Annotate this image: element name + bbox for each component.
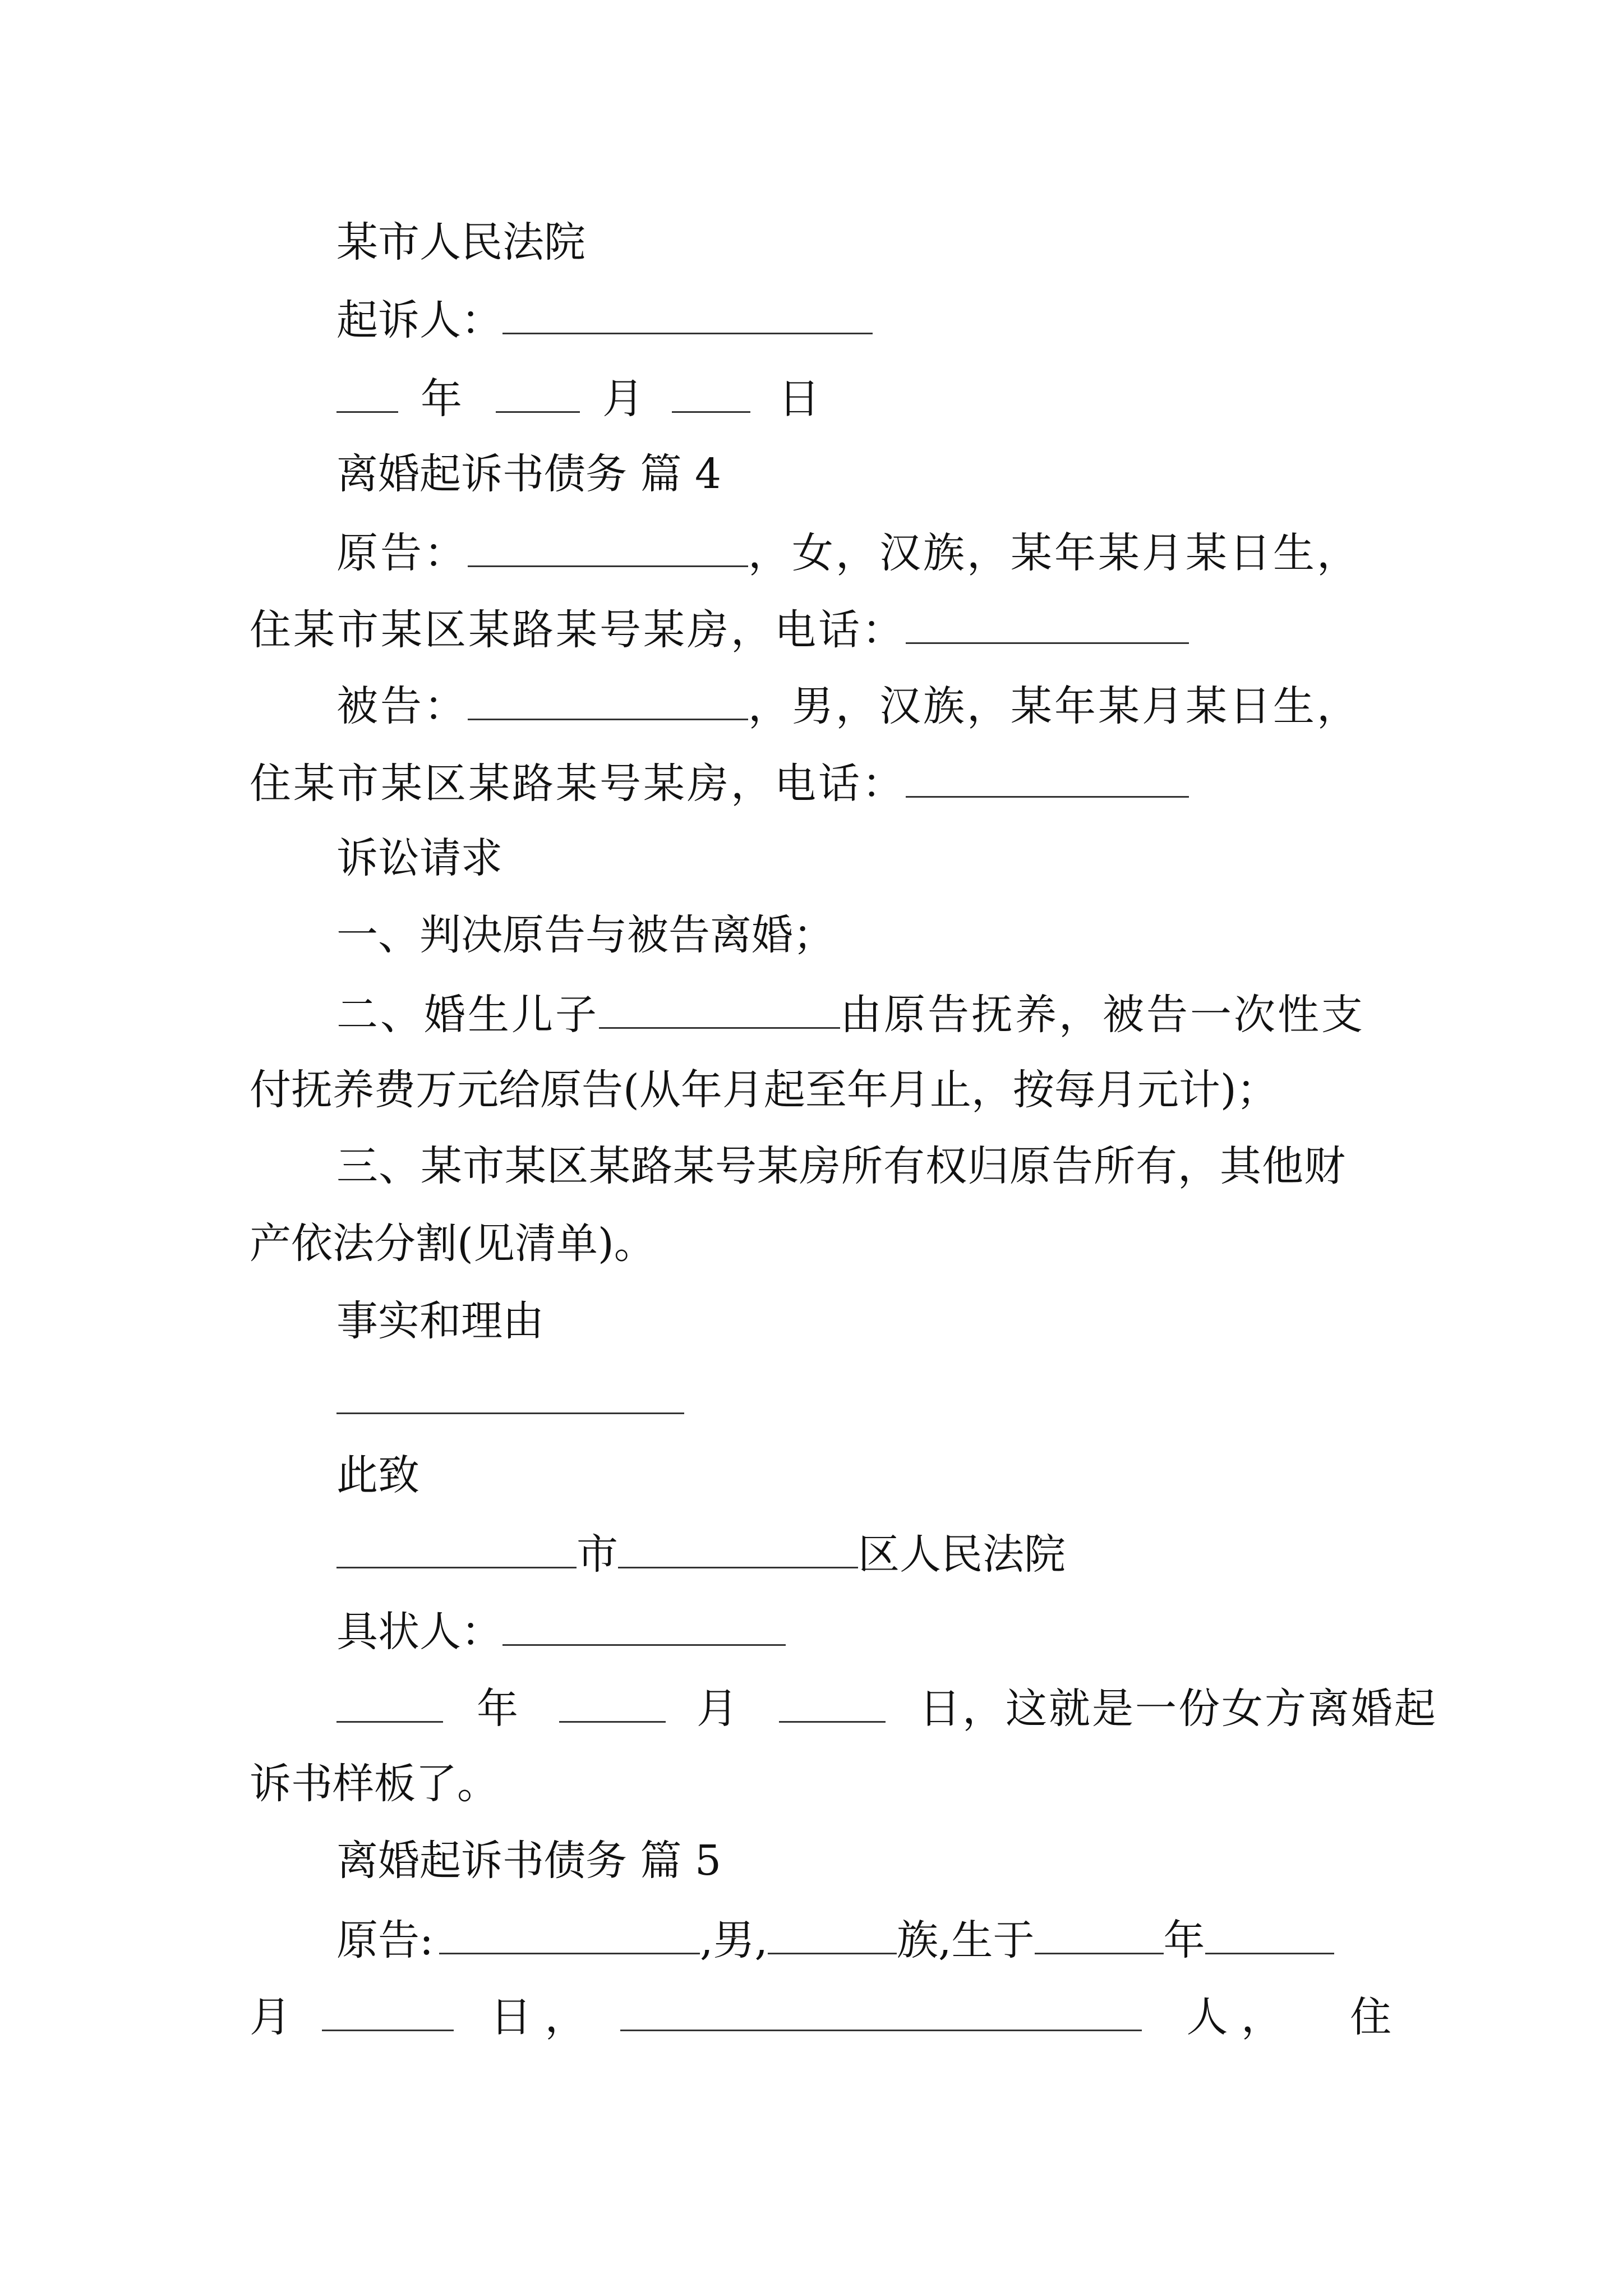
year-blank xyxy=(336,376,398,413)
son-name-blank xyxy=(599,992,840,1029)
p5-live-label: 住 xyxy=(1350,1993,1392,2041)
facts-heading-text: 事实和理由 xyxy=(336,1297,544,1345)
section-heading-4 xyxy=(336,450,722,498)
p5-name-blank xyxy=(439,1917,700,1954)
plaintiff-label: 原告： xyxy=(336,528,468,577)
p5-gender: ,男, xyxy=(699,1916,768,1964)
signer-line xyxy=(336,1607,786,1656)
day-blank xyxy=(672,376,750,413)
plaintiff-signature-line xyxy=(336,296,873,344)
city-label: 市 xyxy=(577,1530,618,1579)
plaintiff-address: 住某市某区某路某号某房，电话： xyxy=(250,605,906,654)
court-signature-line xyxy=(336,218,585,266)
sample-tail-text: 诉书样板了。 xyxy=(250,1760,499,1808)
date-line-2 xyxy=(336,1684,1437,1733)
p5-day-label: 日 ， xyxy=(490,1993,587,2041)
plaintiff-name-blank xyxy=(468,530,748,567)
section-heading-5 xyxy=(336,1837,722,1885)
defendant-phone-blank xyxy=(906,761,1189,798)
month-label-2: 月 xyxy=(697,1684,740,1733)
cizhi-text: 此致 xyxy=(336,1451,419,1499)
month-blank xyxy=(496,376,580,413)
court-address-line xyxy=(336,1530,1066,1579)
p5-year-blank xyxy=(1035,1917,1164,1954)
p4-plaintiff-line xyxy=(336,528,1361,577)
date-line-1 xyxy=(336,374,820,423)
defendant-name-blank xyxy=(468,683,748,720)
claim-3-line-a xyxy=(336,1142,1346,1190)
district-court-label: 区人民法院 xyxy=(858,1530,1066,1579)
sample-tail-line xyxy=(250,1760,499,1808)
p5-ethnic-label: 族,生于 xyxy=(896,1916,1035,1964)
p5-origin-blank xyxy=(620,1994,1142,2031)
p4-defendant-addr-line xyxy=(250,759,1189,808)
heading-5-text: 离婚起诉书债务 篇 5 xyxy=(336,1837,722,1885)
defendant-label: 被告： xyxy=(336,682,468,730)
claims-heading xyxy=(336,834,502,882)
claim-3-text-b: 产依法分割(见清单)。 xyxy=(250,1220,656,1268)
month-label: 月 xyxy=(602,374,644,423)
claim-2-line-b xyxy=(250,1066,1278,1114)
claim-1 xyxy=(336,911,834,959)
day-label: 日 xyxy=(778,374,820,423)
p4-defendant-line xyxy=(336,682,1361,730)
claim-2-text-c: 付抚养费万元给原告(从年月起至年月止，按每月元计)； xyxy=(250,1066,1278,1114)
year-label-2: 年 xyxy=(477,1684,520,1733)
year-label: 年 xyxy=(421,374,462,423)
p5-second-line xyxy=(250,1993,1392,2041)
facts-blank xyxy=(336,1377,684,1414)
city-blank xyxy=(336,1531,577,1568)
day-blank-2 xyxy=(779,1686,886,1723)
cizhi-line xyxy=(336,1451,419,1499)
court-name: 某市人民法院 xyxy=(336,218,585,266)
defendant-info: ，男，汉族，某年某月某日生， xyxy=(748,682,1361,730)
month-blank-2 xyxy=(559,1686,666,1723)
claim-1-text: 一、判决原告与被告离婚； xyxy=(336,911,834,959)
defendant-address: 住某市某区某路某号某房，电话： xyxy=(250,759,906,808)
p5-year-label: 年 xyxy=(1163,1916,1205,1964)
claim-2-text-a: 二、婚生儿子 xyxy=(336,990,599,1039)
heading-4-text: 离婚起诉书债务 篇 4 xyxy=(336,450,722,498)
signer-label: 具状人： xyxy=(336,1607,502,1656)
facts-heading xyxy=(336,1297,544,1345)
p5-month-blank xyxy=(1205,1917,1334,1954)
p5-month-label: 月 xyxy=(250,1993,291,2041)
signer-blank xyxy=(502,1609,786,1646)
claim-3-line-b xyxy=(250,1220,656,1268)
district-blank xyxy=(618,1531,858,1568)
claims-heading-text: 诉讼请求 xyxy=(336,834,502,882)
p5-person-label: 人 ， xyxy=(1186,1993,1283,2041)
plaintiff-info: ，女，汉族，某年某月某日生， xyxy=(748,528,1361,577)
plaintiff-sign-label: 起诉人： xyxy=(336,296,502,344)
p5-plaintiff-label: 原告: xyxy=(336,1916,434,1964)
plaintiff-phone-blank xyxy=(906,607,1189,644)
year-blank-2 xyxy=(336,1686,443,1723)
signature-blank xyxy=(502,297,873,334)
claim-2-text-b: 由原告抚养，被告一次性支 xyxy=(840,990,1365,1039)
p5-ethnic-blank xyxy=(768,1917,897,1954)
day-tail-text: 日，这就是一份女方离婚起 xyxy=(919,1684,1437,1733)
p5-day-blank xyxy=(322,1994,454,2031)
p4-plaintiff-addr-line xyxy=(250,605,1189,654)
claim-3-text-a: 三、某市某区某路某号某房所有权归原告所有，其他财 xyxy=(336,1142,1346,1190)
claim-2-line-a xyxy=(336,990,1365,1039)
facts-blank-line xyxy=(336,1377,684,1421)
p5-plaintiff-line xyxy=(336,1916,1334,1964)
